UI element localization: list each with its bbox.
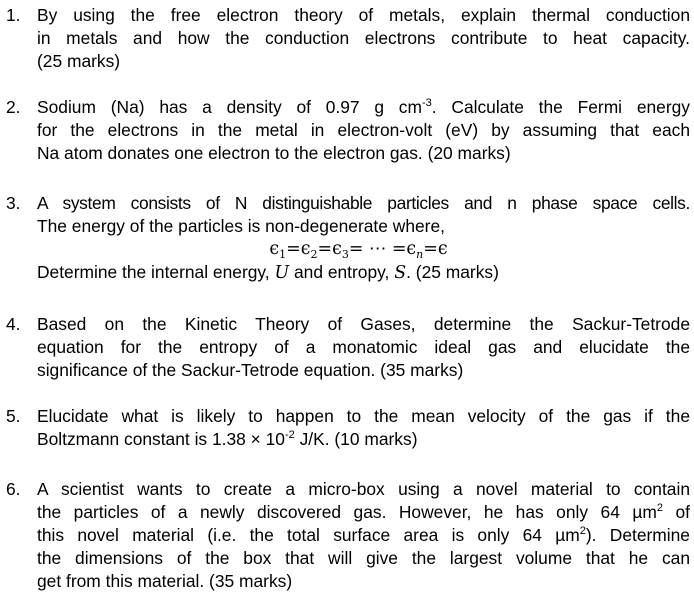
text-segment: of [663, 502, 690, 522]
text-segment: Sodium (Na) has a density of 0.97 g cm [37, 97, 422, 117]
epsilon-symbol: ϵ [269, 239, 280, 259]
question-line [37, 524, 690, 547]
ellipsis: ⋯ [368, 239, 387, 259]
variable-u: U [274, 263, 290, 283]
text-segment: Determine the internal energy, [37, 262, 275, 282]
question-line: Based on the Kinetic Theory of Gases, determine the Sackur-Tetrode [37, 314, 690, 334]
subscript: 1 [279, 248, 287, 261]
equals-sign: = [348, 239, 364, 259]
question-line: equation for the entropy of a monatomic ideal gas and elucidate the [37, 337, 690, 357]
question-line: significance of the Sackur-Tetrode equation. (35 marks) [37, 360, 464, 380]
question-line: Elucidate what is likely to happen to the mean velocity of the gas if the [37, 406, 690, 426]
epsilon-symbol: ϵ [406, 239, 417, 259]
question-text [37, 405, 690, 451]
energy-equation [37, 238, 690, 261]
question-number: 6. [6, 479, 21, 499]
text-segment: Boltzmann constant is 1.38 × 10 [37, 429, 285, 449]
superscript: -3 [422, 97, 432, 109]
subscript: n [416, 248, 424, 261]
question-number: 3. [6, 193, 21, 213]
question-line: get from this material. (35 marks) [37, 571, 293, 591]
question-text [37, 313, 690, 382]
epsilon-symbol: ϵ [300, 239, 311, 259]
text-segment: ). Determine [585, 525, 690, 545]
question-line [37, 501, 690, 524]
epsilon-symbol: ϵ [332, 239, 342, 259]
question-line: The energy of the particles is non-degenerate where, [37, 216, 445, 236]
equals-sign: = [286, 239, 301, 259]
question-line [37, 428, 690, 451]
equals-sign: = [423, 239, 438, 259]
superscript: 2 [656, 502, 664, 514]
text-segment: . Calculate the Fermi energy [431, 97, 690, 117]
text-segment: this novel material (i.e. the total surface area is only 64 µm [37, 525, 580, 545]
question-text [37, 192, 690, 284]
question-text [37, 4, 690, 73]
subscript: 2 [310, 248, 318, 261]
question-line [37, 96, 690, 119]
superscript: -2 [284, 429, 295, 441]
text-segment: . (25 marks) [406, 262, 499, 282]
question-text [37, 478, 690, 593]
equals-sign: = [317, 239, 333, 259]
question-line: (25 marks) [37, 51, 121, 71]
question-number: 4. [6, 314, 21, 334]
question-line: By using the free electron theory of metals, explain thermal conduction [37, 5, 690, 25]
question-number: 1. [6, 5, 21, 25]
question-line [37, 261, 690, 284]
question-line: the dimensions of the box that will give the largest volume that he can [37, 548, 690, 568]
question-number: 2. [6, 97, 21, 117]
question-line: A scientist wants to create a micro-box using a novel material to contain [37, 479, 690, 499]
question-text [37, 96, 690, 165]
text-segment: the particles of a newly discovered gas. However, he has only 64 µm [37, 502, 657, 522]
equals-sign: = [391, 239, 407, 259]
text-segment: J/K. (10 marks) [294, 429, 418, 449]
variable-s: S [394, 263, 407, 283]
question-line: A system consists of N distinguishable particles and n phase space cells. [37, 193, 690, 213]
question-line: Na atom donates one electron to the electron gas. (20 marks) [37, 143, 511, 163]
subscript: 3 [341, 248, 349, 261]
text-segment: and entropy, [289, 262, 395, 282]
question-line: in metals and how the conduction electrons contribute to heat capacity. [37, 28, 690, 48]
question-number: 5. [6, 406, 21, 426]
superscript: 2 [579, 525, 586, 537]
question-line: for the electrons in the metal in electron-volt (eV) by assuming that each [37, 120, 690, 140]
epsilon-symbol: ϵ [437, 239, 448, 259]
